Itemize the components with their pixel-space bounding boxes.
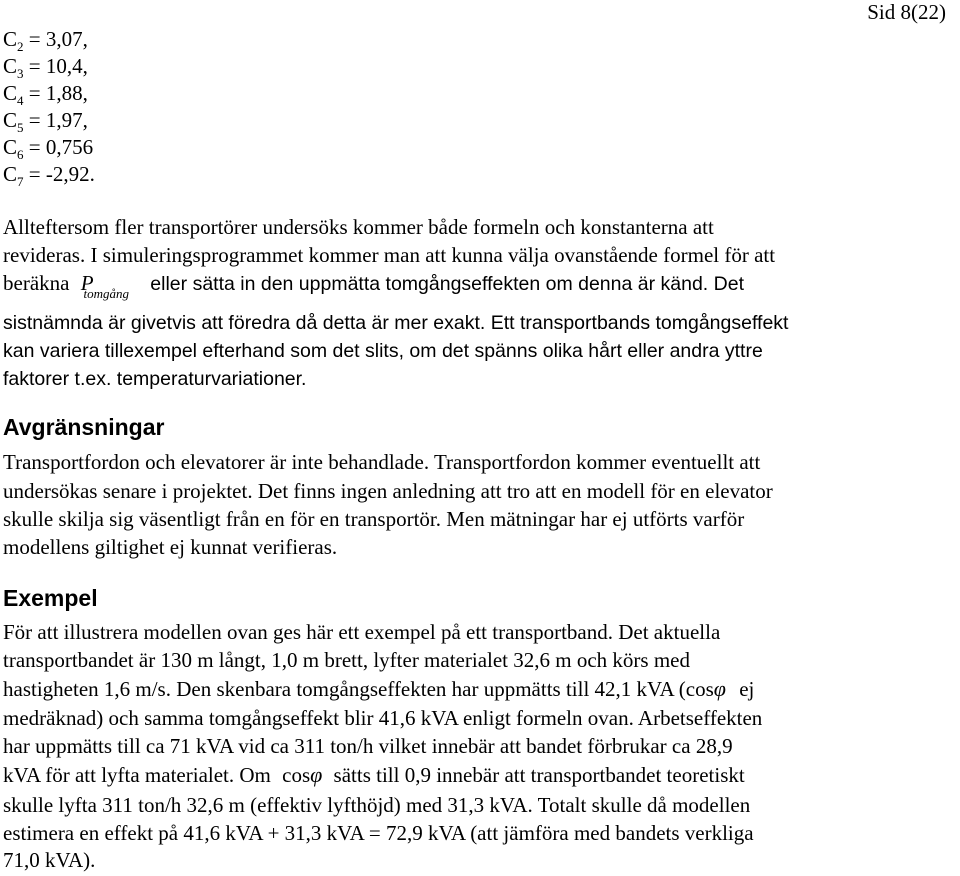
section-heading-avgransningar: Avgränsningar [3, 414, 165, 440]
body-line: skulle lyfta 311 ton/h 32,6 m (effektiv lyfthöjd) med 31,3 kVA. Totalt skulle då modellen [3, 793, 751, 817]
intro-line: kan variera tillexempel efterhand som det slits, om det spänns olika hårt eller andra yttre [3, 340, 763, 362]
intro-line: Allteftersom fler transportörer undersöks kommer både formeln och konstanterna att [3, 215, 714, 239]
body-line: 71,0 kVA). [3, 848, 96, 872]
constant-c7: $C_7 = -2,92$. [3, 162, 95, 189]
body-line-cosphi: kVA för att lyfta materialet. Om cosφ sätts till 0,9 innebär att transportbandet teoretiskt [3, 762, 745, 787]
constant-c6: $C_6 = 0,756$ [3, 135, 94, 162]
intro-line: revideras. I simuleringsprogrammet kommer man att kunna välja ovanstående formel för att [3, 243, 776, 267]
page-number: Sid 8(22) [867, 0, 946, 24]
body-line: transportbandet är 130 m långt, 1,0 m brett, lyfter materialet 32,6 m och körs med [3, 648, 690, 672]
constant-c5: $C_5 = 1,97$, [3, 108, 88, 135]
constant-c3: $C_3 = 10,4$, [3, 54, 88, 81]
section-heading-exempel: Exempel [3, 585, 98, 611]
cos-phi-symbol: cosφ [685, 676, 726, 701]
body-line-cosphi: hastigheten 1,6 m/s. Den skenbara tomgångseffekten har uppmätts till 42,1 kVA (cosφ ej [3, 676, 755, 701]
intro-line-text: beräkna [3, 271, 70, 295]
body-line: undersökas senare i projektet. Det finns ingen anledning att tro att en modell för en elevator [3, 479, 773, 503]
body-line: skulle skilja sig väsentligt från en för en transportör. Men mätningar har ej utförts varför [3, 507, 745, 531]
intro-line-formula [3, 271, 744, 301]
body-line: För att illustrera modellen ovan ges här ett exempel på ett transportband. Det aktuella [3, 620, 721, 644]
body-line: har uppmätts till ca 71 kVA vid ca 311 ton/h vilket innebär att bandet förbrukar ca 28,9 [3, 734, 733, 758]
body-line: estimera en effekt på 41,6 kVA + 31,3 kVA = 72,9 kVA (att jämföra med bandets verkliga [3, 821, 754, 845]
constant-c2: $C_2 = 3,07$, [3, 27, 88, 54]
body-line: modellens giltighet ej kunnat verifieras. [3, 535, 338, 559]
body-line: Transportfordon och elevatorer är inte behandlade. Transportfordon kommer eventuellt att [3, 450, 761, 474]
cos-phi-symbol: cosφ [282, 762, 323, 787]
intro-line: sistnämnda är givetvis att föredra då detta är mer exakt. Ett transportbands tomgångseffekt [3, 312, 789, 334]
constant-c4: $C_4 = 1,88$, [3, 81, 88, 108]
p-tomgang-symbol: $P_{tomgång}$ [80, 271, 130, 301]
intro-line-text: eller sätta in den uppmätta tomgångseffekten om denna är känd. Det [150, 273, 744, 295]
intro-line: faktorer t.ex. temperaturvariationer. [3, 368, 307, 390]
body-line: medräknad) och samma tomgångseffekt blir 41,6 kVA enligt formeln ovan. Arbetseffekten [3, 706, 763, 730]
